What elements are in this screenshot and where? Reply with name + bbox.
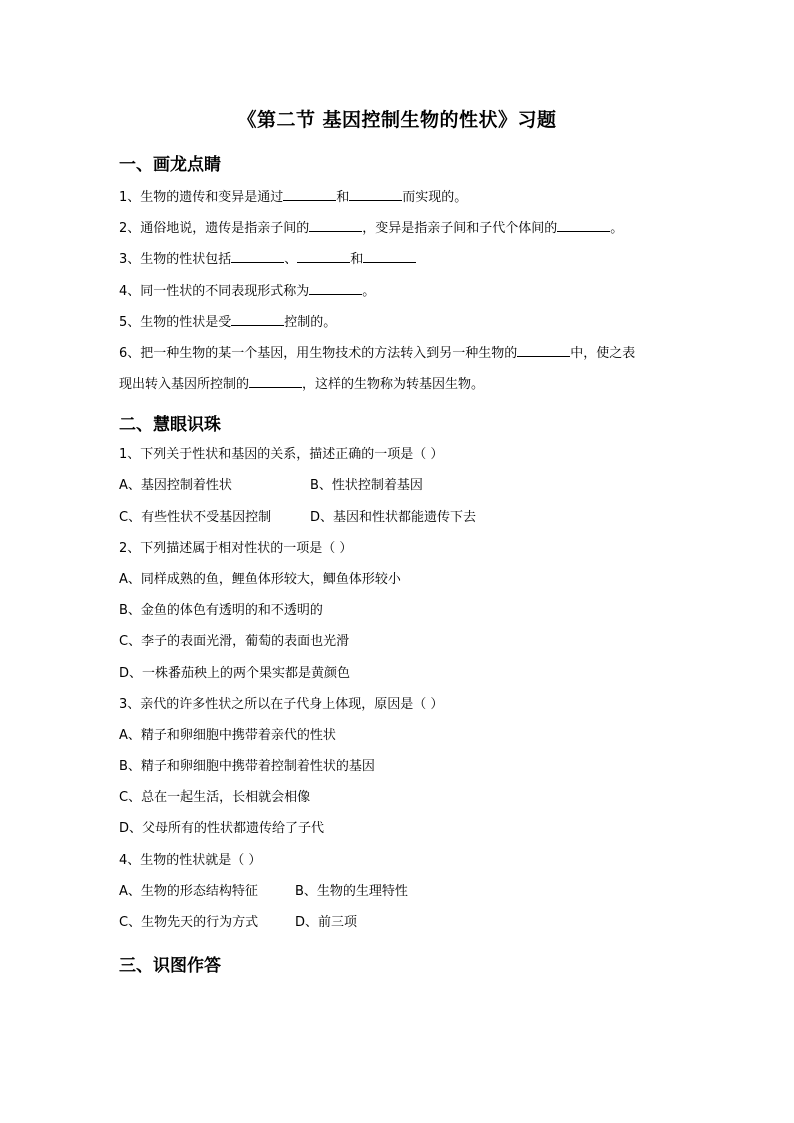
answer-blank <box>517 343 570 357</box>
fill-question-2: 2、通俗地说，遗传是指亲子间的 ，变异是指亲子间和子代个体间的 。 <box>119 218 623 237</box>
option-b: B、生物的生理特性 <box>295 884 408 899</box>
answer-blank <box>249 374 302 388</box>
fill-question-6: 6、把一种生物的某一个基因，用生物技术的方法转入到另一种生物的 中，使之表 <box>119 343 635 362</box>
option-a: A、生物的形态结构特征 <box>119 884 258 899</box>
option-d: D、基因和性状都能遗传下去 <box>310 510 477 525</box>
answer-blank <box>231 312 284 326</box>
option-d: D、父母所有的性状都遗传给了子代 <box>119 821 325 836</box>
section1-heading: 一、画龙点睛 <box>119 155 221 175</box>
answer-blank <box>309 281 362 295</box>
option-b: B、精子和卵细胞中携带着控制着性状的基因 <box>119 759 375 774</box>
mc-question-2-stem: 2、下列描述属于相对性状的一项是（ ） <box>119 541 353 556</box>
answer-blank <box>349 187 402 201</box>
fill-question-4: 4、同一性状的不同表现形式称为 。 <box>119 281 375 300</box>
mc-question-4-options-ab <box>119 884 408 900</box>
option-d: D、前三项 <box>295 915 358 930</box>
option-b: B、性状控制着基因 <box>310 478 423 493</box>
fill-question-1: 1、生物的遗传和变异是通过 和 而实现的。 <box>119 187 467 206</box>
fill-question-3: 3、生物的性状包括 、 和 <box>119 249 416 268</box>
mc-question-1-options-cd <box>119 510 476 526</box>
fill-question-5: 5、生物的性状是受 控制的。 <box>119 312 336 331</box>
fill-question-6-continued: 现出转入基因所控制的 ，这样的生物称为转基因生物。 <box>119 374 484 393</box>
option-a: A、精子和卵细胞中携带着亲代的性状 <box>119 728 336 743</box>
option-c: C、总在一起生活，长相就会相像 <box>119 790 311 805</box>
mc-question-3-stem: 3、亲代的许多性状之所以在子代身上体现，原因是（ ） <box>119 697 444 712</box>
option-c: C、李子的表面光滑，葡萄的表面也光滑 <box>119 634 350 649</box>
answer-blank <box>363 249 416 263</box>
mc-question-4-stem: 4、生物的性状就是（ ） <box>119 853 262 868</box>
option-a: A、同样成熟的鱼，鲤鱼体形较大，鲫鱼体形较小 <box>119 572 401 587</box>
option-b: B、金鱼的体色有透明的和不透明的 <box>119 603 323 618</box>
page-title: 《第二节 基因控制生物的性状》习题 <box>237 109 557 131</box>
option-c: C、生物先天的行为方式 <box>119 915 259 930</box>
answer-blank <box>231 249 284 263</box>
option-d: D、一株番茄秧上的两个果实都是黄颜色 <box>119 666 351 681</box>
section2-heading: 二、慧眼识珠 <box>119 415 221 435</box>
answer-blank <box>297 249 350 263</box>
option-a: A、基因控制着性状 <box>119 478 232 493</box>
option-c: C、有些性状不受基因控制 <box>119 510 272 525</box>
mc-question-1-options-ab <box>119 478 423 494</box>
mc-question-4-options-cd <box>119 915 357 931</box>
answer-blank <box>283 187 336 201</box>
answer-blank <box>309 218 362 232</box>
answer-blank <box>557 218 610 232</box>
section3-heading: 三、识图作答 <box>119 956 221 976</box>
mc-question-1-stem: 1、下列关于性状和基因的关系，描述正确的一项是（ ） <box>119 447 444 462</box>
